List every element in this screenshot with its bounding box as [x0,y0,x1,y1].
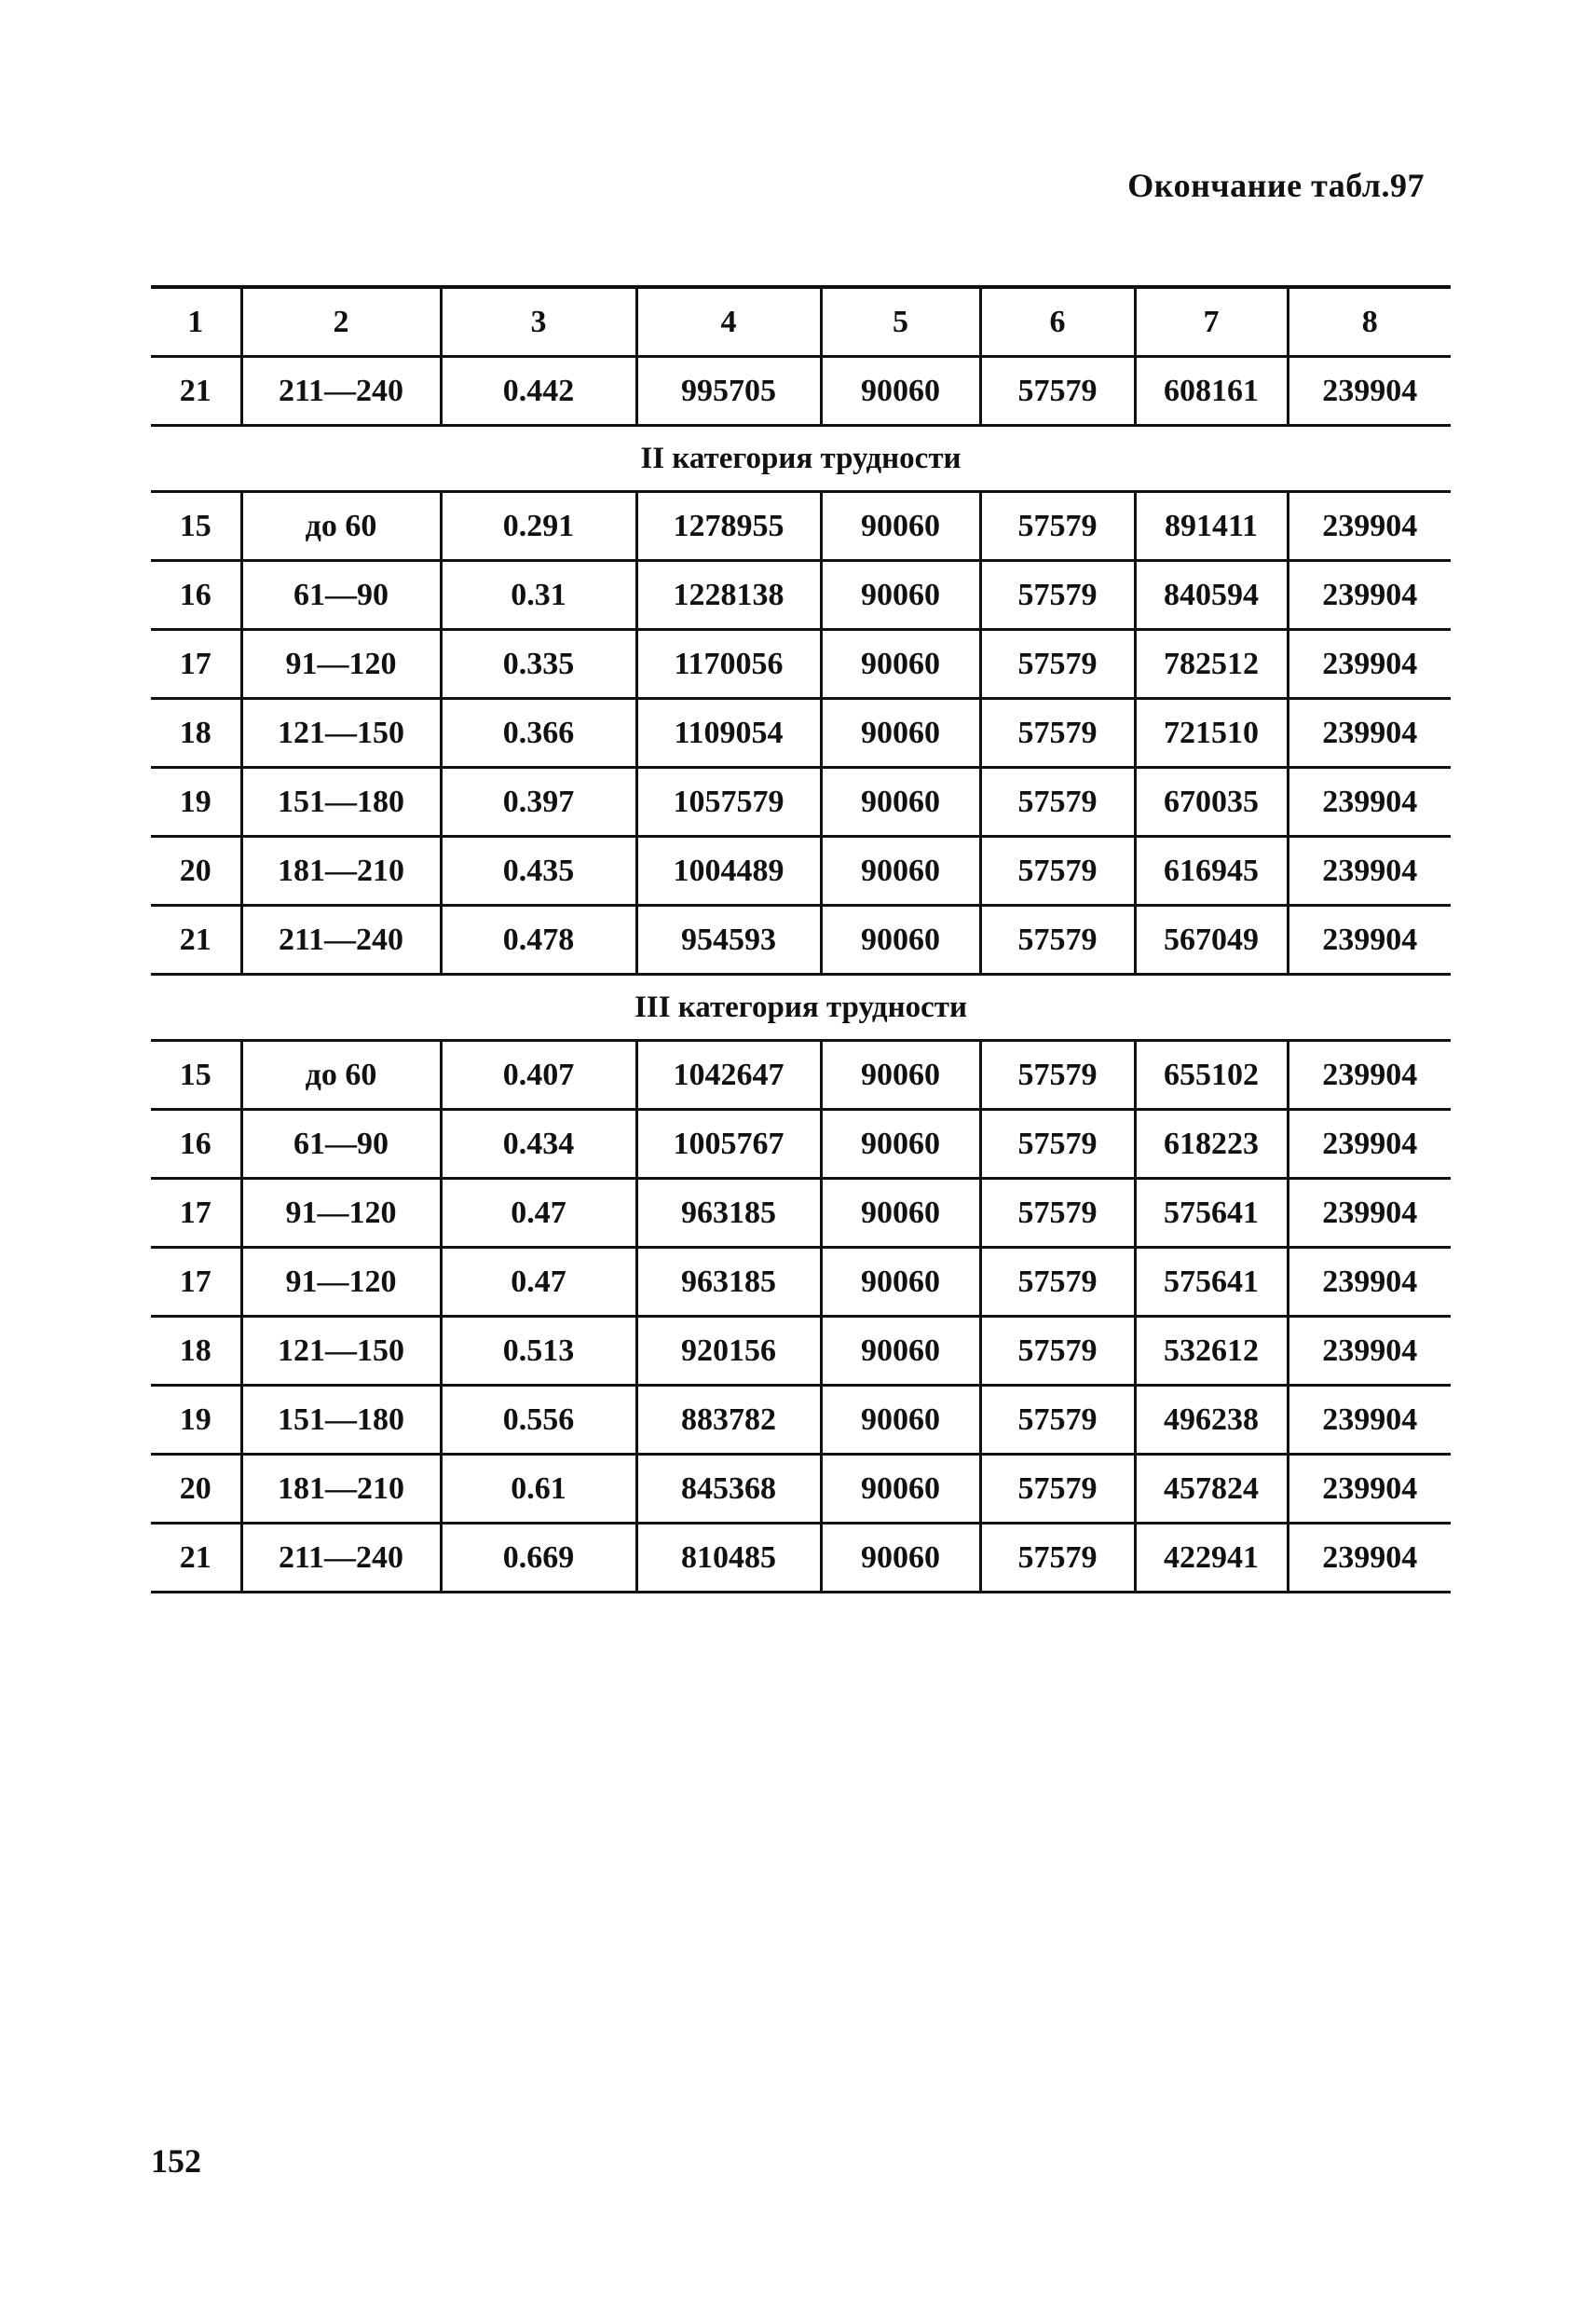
table-cell: 1004489 [636,837,821,906]
table-row [151,1041,1451,1110]
table-cell: 90060 [821,1041,980,1110]
table-cell: 21 [151,357,241,426]
table-row [151,1524,1451,1593]
table-cell: 618223 [1135,1110,1288,1179]
table-cell: 151—180 [241,1386,441,1455]
table-cell: 181—210 [241,837,441,906]
table-cell: 239904 [1288,837,1451,906]
table-cell: 57579 [980,492,1135,561]
table-cell: 0.61 [441,1455,636,1524]
table-cell: 57579 [980,1041,1135,1110]
table-cell: 840594 [1135,561,1288,630]
table-cell: 57579 [980,630,1135,699]
table-cell: 90060 [821,1248,980,1317]
table-cell: 963185 [636,1179,821,1248]
table-row [151,357,1451,426]
table-cell: 995705 [636,357,821,426]
table-cell: 57579 [980,699,1135,768]
table-cell: 19 [151,1386,241,1455]
section-header-row [151,975,1451,1041]
table-cell: 18 [151,1317,241,1386]
table-cell: 239904 [1288,768,1451,837]
table-cell: 496238 [1135,1386,1288,1455]
table-cell: 422941 [1135,1524,1288,1593]
table-cell: 20 [151,1455,241,1524]
table-cell: 90060 [821,1524,980,1593]
table-row [151,1110,1451,1179]
table-cell: 90060 [821,1110,980,1179]
table-cell: 239904 [1288,699,1451,768]
table-cell: 0.291 [441,492,636,561]
table-cell: 1109054 [636,699,821,768]
column-header-cell: 7 [1135,287,1288,357]
table-cell: 90060 [821,699,980,768]
table-cell: 90060 [821,906,980,975]
table-cell: 239904 [1288,1110,1451,1179]
table-cell: 90060 [821,561,980,630]
table-cell: 891411 [1135,492,1288,561]
table-cell: 57579 [980,1110,1135,1179]
table-cell: 810485 [636,1524,821,1593]
table-row [151,492,1451,561]
table-cell: 57579 [980,1455,1135,1524]
table-cell: 239904 [1288,1317,1451,1386]
data-table [151,285,1451,1593]
table-cell: 90060 [821,492,980,561]
section-title: III категория трудности [151,975,1451,1041]
table-cell: 61—90 [241,1110,441,1179]
table-cell: 91—120 [241,1179,441,1248]
table-cell: 0.407 [441,1041,636,1110]
table-row [151,906,1451,975]
table-cell: 90060 [821,630,980,699]
table-cell: 121—150 [241,699,441,768]
table-row [151,1317,1451,1386]
table-cell: 0.513 [441,1317,636,1386]
table-cell: 575641 [1135,1179,1288,1248]
table-cell: 90060 [821,837,980,906]
table-cell: 0.47 [441,1179,636,1248]
table-cell: 61—90 [241,561,441,630]
table-cell: 90060 [821,1179,980,1248]
table-cell: 57579 [980,357,1135,426]
table-cell: 575641 [1135,1248,1288,1317]
table-cell: 655102 [1135,1041,1288,1110]
table-cell: 21 [151,906,241,975]
table-cell: 121—150 [241,1317,441,1386]
table-cell: 0.335 [441,630,636,699]
table-cell: 616945 [1135,837,1288,906]
table-cell: 1170056 [636,630,821,699]
table-cell: 21 [151,1524,241,1593]
table-row [151,1179,1451,1248]
column-header-cell: 8 [1288,287,1451,357]
table-cell: 211—240 [241,1524,441,1593]
table-container [151,285,1451,1593]
table-cell: 18 [151,699,241,768]
table-cell: 1278955 [636,492,821,561]
table-cell: 17 [151,630,241,699]
page-number: 152 [151,2142,201,2180]
column-header-cell: 2 [241,287,441,357]
table-cell: 239904 [1288,1248,1451,1317]
table-cell: 0.556 [441,1386,636,1455]
table-row [151,1386,1451,1455]
table-cell: 57579 [980,1524,1135,1593]
table-body [151,287,1451,1593]
table-cell: 57579 [980,768,1135,837]
table-cell: 954593 [636,906,821,975]
table-cell: 239904 [1288,906,1451,975]
table-cell: 239904 [1288,357,1451,426]
column-header-cell: 3 [441,287,636,357]
table-row [151,837,1451,906]
table-cell: 57579 [980,1248,1135,1317]
table-cell: 17 [151,1248,241,1317]
table-cell: 57579 [980,1386,1135,1455]
table-cell: 721510 [1135,699,1288,768]
table-cell: 920156 [636,1317,821,1386]
table-cell: 90060 [821,1455,980,1524]
table-cell: 211—240 [241,906,441,975]
column-header-cell: 1 [151,287,241,357]
table-cell: 239904 [1288,492,1451,561]
column-header-cell: 6 [980,287,1135,357]
table-cell: 16 [151,1110,241,1179]
table-cell: 1005767 [636,1110,821,1179]
table-cell: 239904 [1288,1386,1451,1455]
table-cell: 181—210 [241,1455,441,1524]
table-cell: 0.397 [441,768,636,837]
table-cell: 457824 [1135,1455,1288,1524]
table-cell: 670035 [1135,768,1288,837]
table-cell: до 60 [241,1041,441,1110]
table-cell: 90060 [821,1317,980,1386]
table-cell: 57579 [980,837,1135,906]
table-cell: 15 [151,492,241,561]
table-cell: 16 [151,561,241,630]
table-cell: 211—240 [241,357,441,426]
column-header-cell: 4 [636,287,821,357]
table-cell: 57579 [980,1179,1135,1248]
table-cell: 20 [151,837,241,906]
table-cell: 19 [151,768,241,837]
table-cell: 239904 [1288,1179,1451,1248]
table-cell: 1228138 [636,561,821,630]
table-cell: 151—180 [241,768,441,837]
table-row [151,768,1451,837]
table-cell: 239904 [1288,561,1451,630]
table-cell: 0.669 [441,1524,636,1593]
table-cell: 883782 [636,1386,821,1455]
table-cell: 239904 [1288,1455,1451,1524]
table-row [151,1455,1451,1524]
table-cell: 608161 [1135,357,1288,426]
table-cell: 0.366 [441,699,636,768]
table-cell: 532612 [1135,1317,1288,1386]
column-header-cell: 5 [821,287,980,357]
table-cell: 15 [151,1041,241,1110]
table-cell: 0.442 [441,357,636,426]
section-header-row [151,426,1451,492]
table-cell: 239904 [1288,1524,1451,1593]
table-cell: 57579 [980,1317,1135,1386]
table-continuation-heading: Окончание табл.97 [1127,167,1425,204]
table-cell: 17 [151,1179,241,1248]
table-cell: 0.435 [441,837,636,906]
table-cell: 57579 [980,561,1135,630]
section-title: II категория трудности [151,426,1451,492]
table-cell: до 60 [241,492,441,561]
table-cell: 90060 [821,357,980,426]
table-row [151,699,1451,768]
table-cell: 963185 [636,1248,821,1317]
table-cell: 91—120 [241,630,441,699]
table-cell: 1042647 [636,1041,821,1110]
table-row [151,630,1451,699]
table-cell: 567049 [1135,906,1288,975]
table-cell: 91—120 [241,1248,441,1317]
header-row [151,287,1451,357]
table-cell: 0.478 [441,906,636,975]
table-cell: 239904 [1288,1041,1451,1110]
table-cell: 57579 [980,906,1135,975]
table-cell: 0.434 [441,1110,636,1179]
table-cell: 0.47 [441,1248,636,1317]
table-cell: 782512 [1135,630,1288,699]
table-cell: 1057579 [636,768,821,837]
table-cell: 845368 [636,1455,821,1524]
table-cell: 90060 [821,1386,980,1455]
table-cell: 0.31 [441,561,636,630]
table-row [151,1248,1451,1317]
table-cell: 239904 [1288,630,1451,699]
table-row [151,561,1451,630]
table-cell: 90060 [821,768,980,837]
